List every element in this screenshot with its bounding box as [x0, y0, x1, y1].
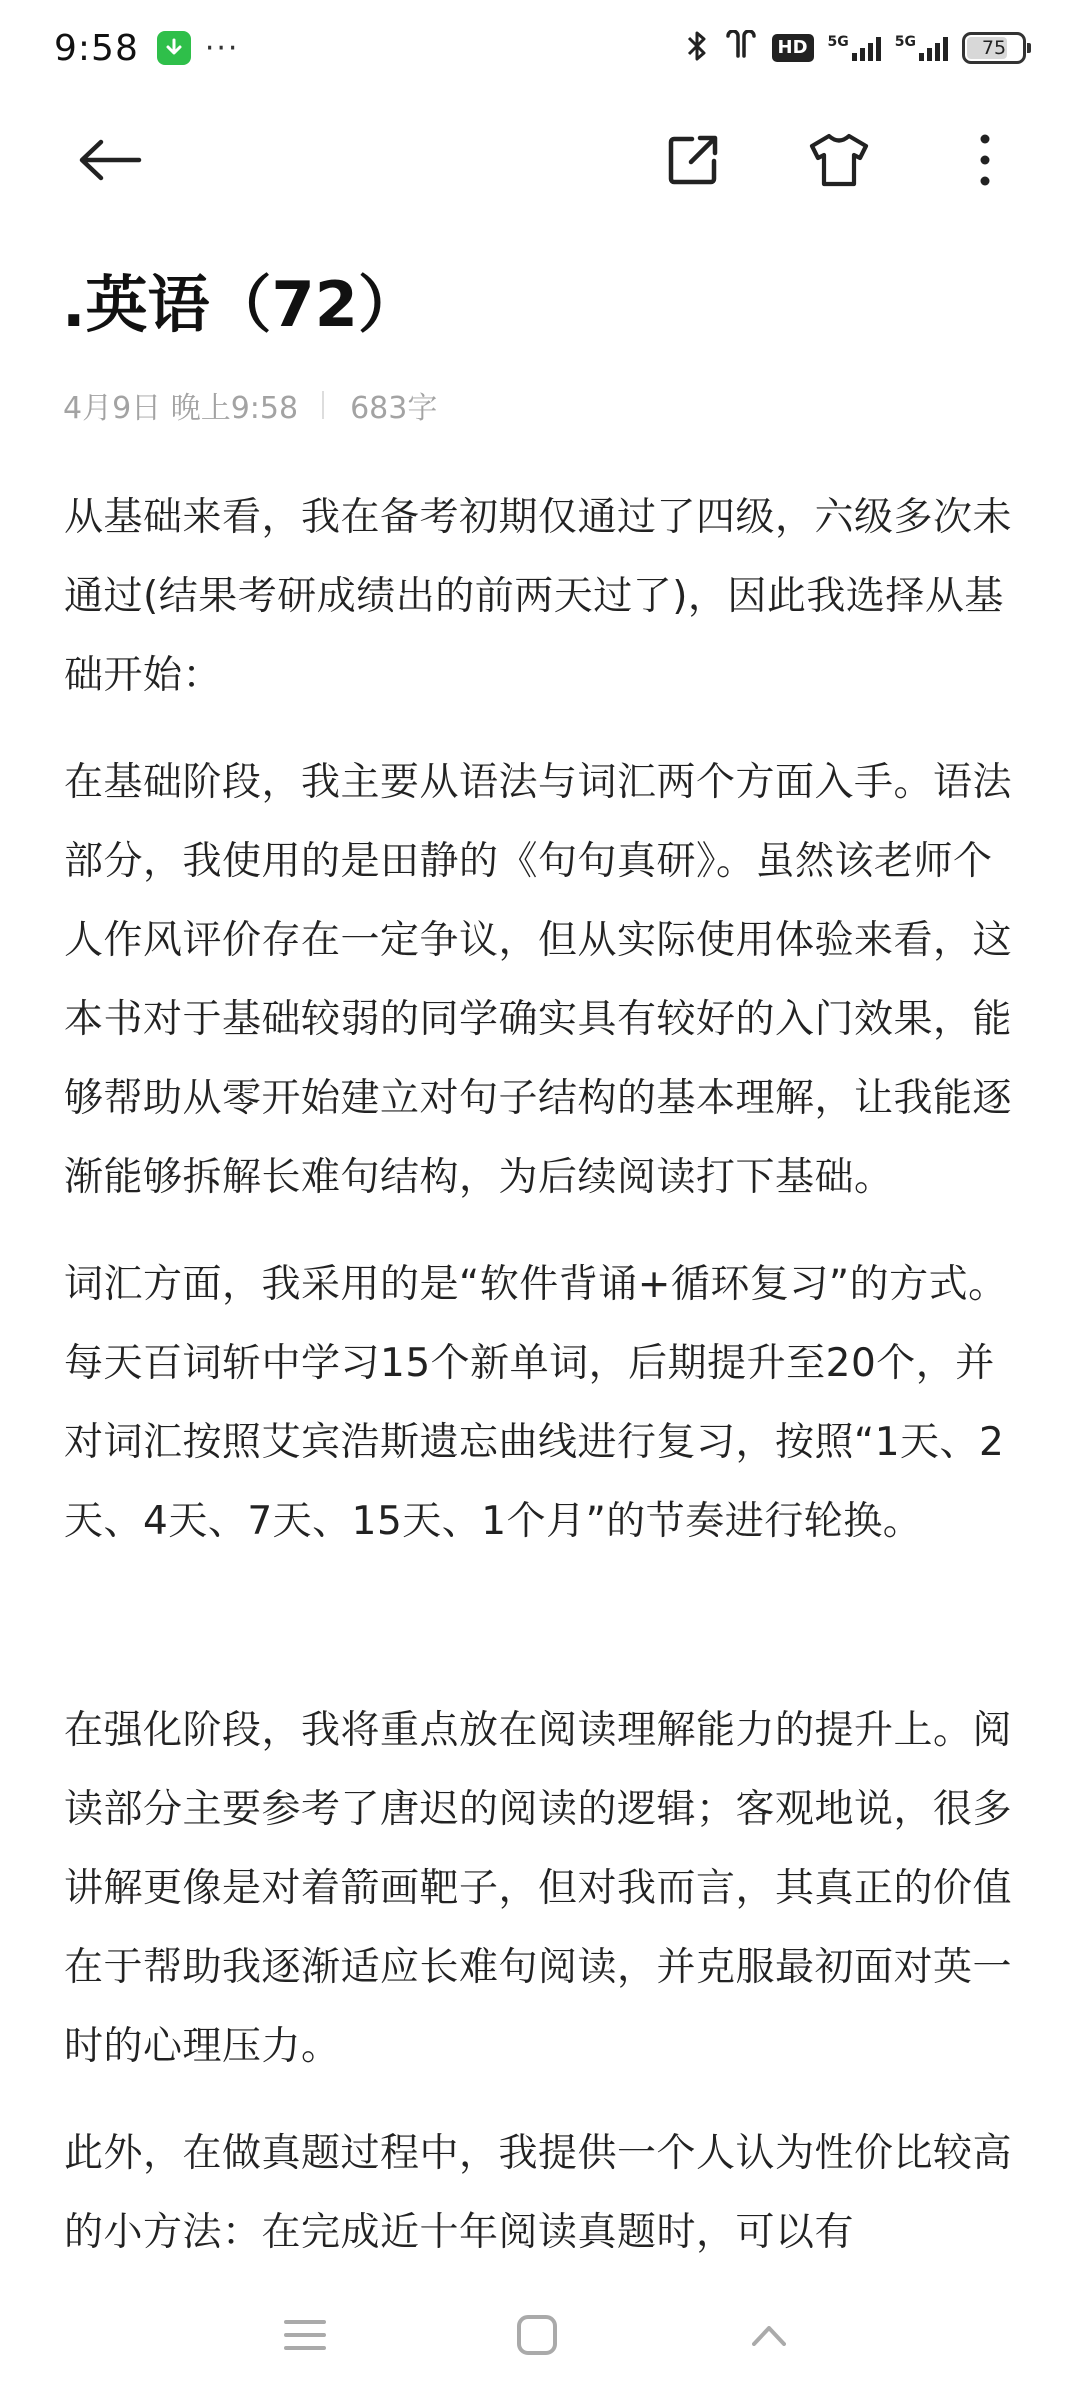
battery-icon: [962, 32, 1026, 64]
note-paragraph[interactable]: 此外，在做真题过程中，我提供一个人认为性价比较高的小方法：在完成近十年阅读真题时，可以有: [64, 2131, 1013, 2255]
note-paragraph[interactable]: 词汇方面，我采用的是“软件背诵+循环复习”的方式。每天百词斩中学习15个新单词，后期提升至20个，并对词汇按照艾宾浩斯遗忘曲线进行复习，按照“1天、2天、4天、7天、15天、1个月”的节奏进行轮换。: [64, 1262, 1008, 1544]
meta-divider: [322, 391, 324, 419]
note-paragraph[interactable]: 在强化阶段，我将重点放在阅读理解能力的提升上。阅读部分主要参考了唐迟的阅读的逻辑；客观地说，很多讲解更像是对着箭画靶子，但对我而言，其真正的价值在于帮助我逐渐适应长难句阅读，并克服最初面对英一时的心理压力。: [64, 1708, 1013, 2069]
bluetooth-icon: [684, 29, 710, 67]
hd-voice-badge: HD: [772, 34, 814, 62]
note-paragraph[interactable]: 在基础阶段，我主要从语法与词汇两个方面入手。语法部分，我使用的是田静的《句句真研》。虽然该老师个人作风评价存在一定争议，但从实际使用体验来看，这本书对于基础较弱的同学确实具有较好的入门效果，能够帮助从零开始建立对句子结构的基本理解，让我能逐渐能够拆解长难句结构，为后续阅读打下基础。: [64, 760, 1013, 1200]
more-notifications-icon: ···: [204, 30, 240, 66]
earbuds-icon: [724, 30, 758, 66]
vertical-dots-icon: [978, 132, 992, 188]
system-navigation-bar: [0, 2300, 1080, 2400]
signal-5g-1: [828, 35, 881, 61]
signal-5g-2: [895, 35, 948, 61]
back-button[interactable]: [60, 110, 160, 210]
more-options-button[interactable]: [935, 110, 1035, 210]
note-paragraph[interactable]: 从基础来看，我在备考初期仅通过了四级，六级多次未通过(结果考研成绩出的前两天过了)，因此我选择从基础开始：: [64, 495, 1013, 698]
status-time: 9:58: [54, 27, 139, 69]
note-toolbar: [0, 110, 1080, 210]
back-chevron-icon[interactable]: [734, 2300, 804, 2370]
network-type-label: 5G: [827, 34, 849, 50]
share-button[interactable]: [643, 110, 743, 210]
menu-lines-icon[interactable]: [270, 2300, 340, 2370]
note-body[interactable]: [64, 478, 1024, 2300]
word-count: 683字: [350, 391, 438, 426]
home-square-icon[interactable]: [502, 2300, 572, 2370]
status-indicators: [684, 29, 1026, 67]
note-date: 4月9日 晚上9:58: [63, 391, 299, 426]
arrow-left-icon: [77, 137, 143, 183]
tshirt-icon: [808, 132, 870, 188]
note-title[interactable]: .英语（72）: [62, 268, 420, 341]
status-bar: [0, 0, 1080, 96]
network-type-label: 5G: [894, 34, 916, 50]
note-meta: [63, 383, 437, 427]
external-share-icon: [666, 133, 720, 187]
battery-level: 75: [981, 37, 1007, 59]
signal-bars-icon: [919, 35, 948, 61]
signal-bars-icon: [852, 35, 881, 61]
theme-button[interactable]: [789, 110, 889, 210]
download-icon: [157, 31, 191, 65]
